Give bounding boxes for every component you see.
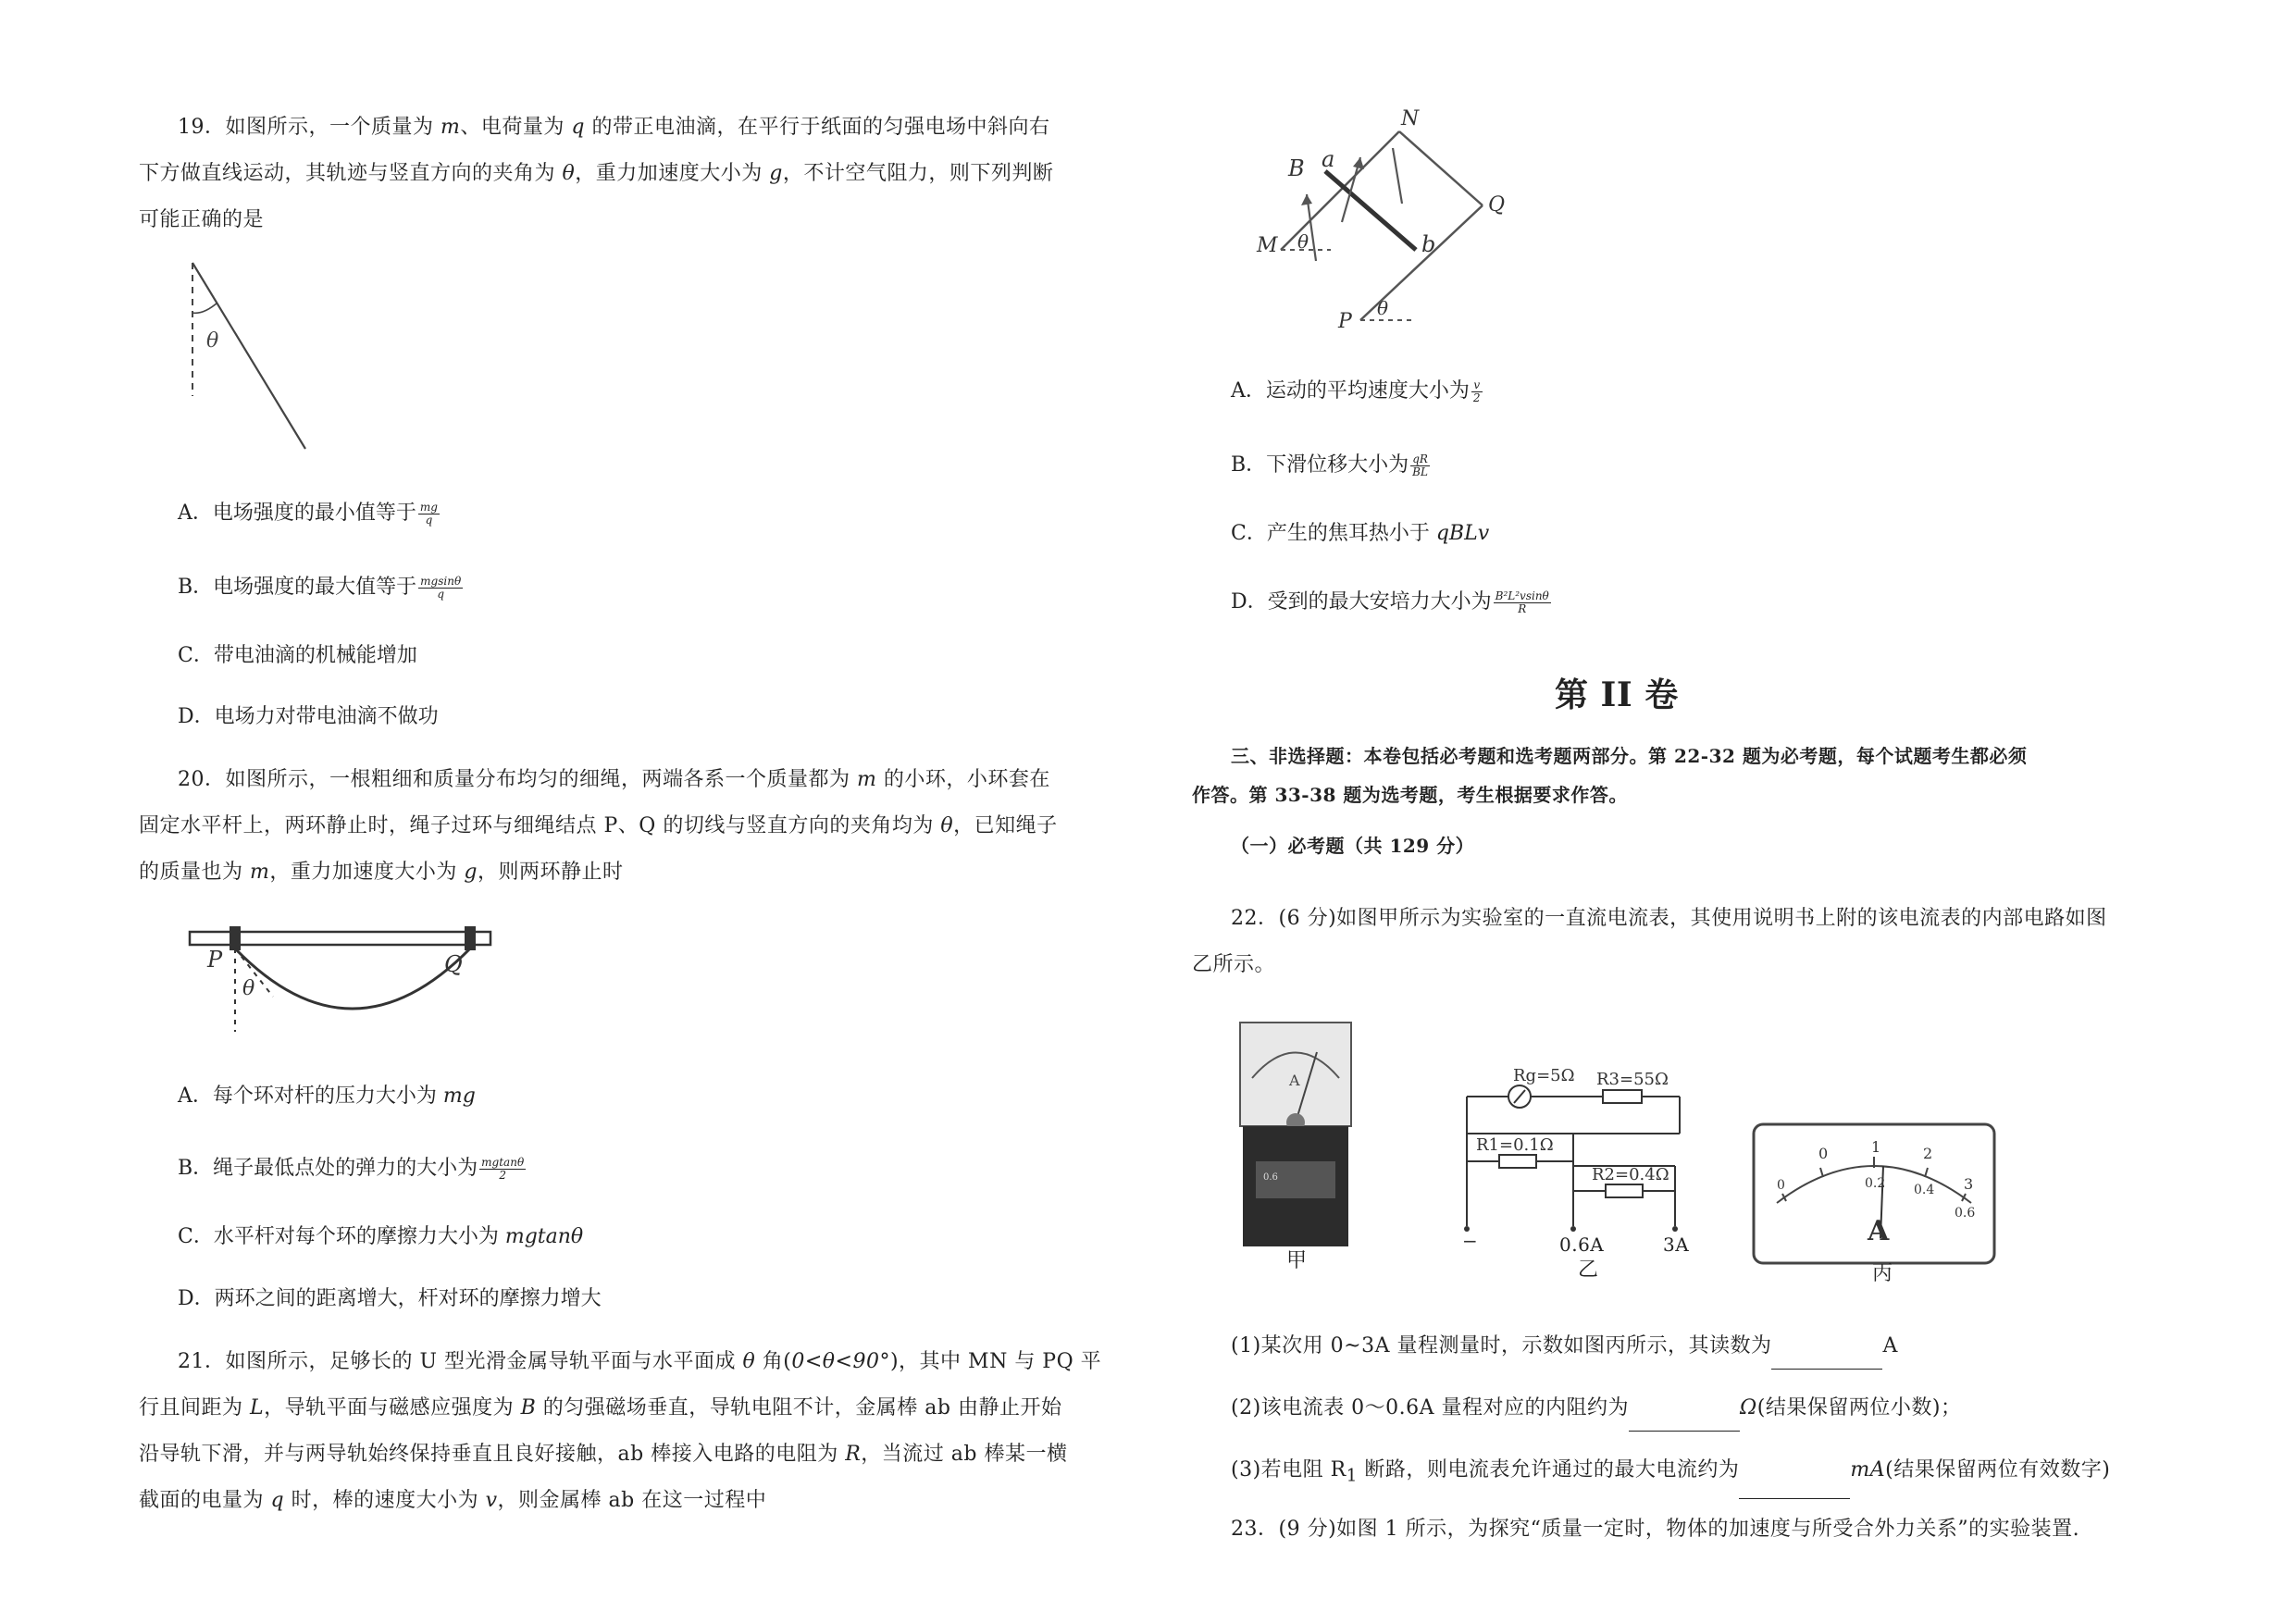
dial-unit: A xyxy=(1289,1072,1300,1089)
dial-unit-label: A xyxy=(1868,1215,1890,1247)
tick-2: 2 xyxy=(1923,1145,1933,1162)
q21-line1: 21．如图所示，足够长的 U 型光滑金属导轨平面与水平面成 θ 角(0<θ<90°)，其中 MN 与 PQ 平 xyxy=(178,1350,1102,1373)
label-n: N xyxy=(1401,107,1420,130)
field-arrow-3 xyxy=(1393,148,1402,204)
q20-option-c: C．水平杆对每个环的摩擦力大小为 mgtanθ xyxy=(178,1225,584,1248)
label-06a: 0.6A xyxy=(1559,1233,1605,1256)
angle-arc xyxy=(192,303,217,313)
section-intro-line2: 作答。第 33-38 题为选考题，考生根据要求作答。 xyxy=(1192,784,1628,806)
tick-3: 3 xyxy=(1964,1175,1974,1193)
answer-blank-3[interactable] xyxy=(1739,1478,1850,1499)
q19-line2: 下方做直线运动，其轨迹与竖直方向的夹角为 θ，重力加速度大小为 g，不计空气阻力，则下列判断 xyxy=(139,162,1054,185)
theta-label: θ xyxy=(206,329,219,353)
tick-u04: 0.4 xyxy=(1914,1183,1935,1197)
label-3a: 3A xyxy=(1663,1233,1690,1256)
ring-p xyxy=(230,926,241,950)
q20-rope-figure xyxy=(185,921,500,1041)
ammeter-dial xyxy=(1749,1120,1999,1268)
q21-option-a: A．运动的平均速度大小为 $\frac{v}{2}$ xyxy=(1231,378,1481,404)
required-heading: （一）必考题（共 129 分） xyxy=(1231,835,1475,857)
q20-option-d: D．两环之间的距离增大，杆对环的摩擦力增大 xyxy=(178,1287,602,1310)
q19-option-b: B．电场强度的最大值等于 $\frac{mgsin\theta}{q}$ xyxy=(178,574,462,601)
answer-blank-2[interactable] xyxy=(1629,1410,1740,1432)
q21-option-d: D．受到的最大安培力大小为 $\frac{\text{B²L²vsinθ}}{R}$ xyxy=(1231,589,1549,615)
tick-u0: 0 xyxy=(1777,1178,1785,1193)
q19-option-a: A．电场强度的最小值等于 $\frac{mg}{q}$ xyxy=(178,500,438,527)
section-intro-line1: 三、非选择题：本卷包括必考题和选考题两部分。第 22-32 题为必考题，每个试题考生都必须 xyxy=(1231,745,2028,767)
label-rg: Rg=5Ω xyxy=(1513,1066,1575,1085)
label-q: Q xyxy=(444,951,463,977)
q19-trajectory-figure xyxy=(180,259,319,458)
q21-line2: 行且间距为 L，导轨平面与磁感应强度为 B 的匀强磁场垂直，导轨电阻不计，金属棒 ab 由静止开始 xyxy=(139,1396,1062,1419)
q20-option-a: A．每个环对杆的压力大小为 mg xyxy=(178,1085,476,1108)
answer-blank-1[interactable] xyxy=(1771,1348,1882,1370)
q19-line1: 19．如图所示，一个质量为 m、电荷量为 q 的带正电油滴，在平行于纸面的匀强电场中斜向右 xyxy=(178,116,1050,139)
q19-option-c: C．带电油滴的机械能增加 xyxy=(178,644,417,667)
tick-u06: 0.6 xyxy=(1955,1206,1976,1221)
resistor-r1 xyxy=(1499,1155,1536,1168)
resistor-r3 xyxy=(1603,1090,1642,1103)
q21-line4: 截面的电量为 q 时，棒的速度大小为 v，则金属棒 ab 在这一过程中 xyxy=(139,1489,767,1512)
label-r3: R3=55Ω xyxy=(1596,1070,1669,1089)
rail-nq xyxy=(1399,131,1483,205)
circuit-diagram xyxy=(1453,1055,1731,1254)
q22-subq1: (1)某次用 0~3A 量程测量时，示数如图丙所示，其读数为 A xyxy=(1231,1323,1898,1370)
label-p: P xyxy=(207,947,223,973)
label-minus: − xyxy=(1462,1230,1478,1252)
label-b-field: B xyxy=(1288,155,1305,181)
q22-line2: 乙所示。 xyxy=(1192,953,1276,976)
label-b: b xyxy=(1421,231,1436,257)
q21-option-b: B．下滑位移大小为 $\frac{qR}{BL}$ xyxy=(1231,452,1428,478)
q22-line1: 22．(6 分)如图甲所示为实验室的一直流电流表，其使用说明书上附的该电流表的内部电路如图 xyxy=(1231,907,2107,930)
label-bing: 丙 xyxy=(1872,1262,1893,1285)
label-r2: R2=0.4Ω xyxy=(1592,1165,1669,1184)
section-title: 第 II 卷 xyxy=(1555,676,1679,714)
tick-0: 0 xyxy=(1818,1145,1829,1162)
resistor-r2 xyxy=(1606,1184,1643,1197)
ring-q xyxy=(465,926,476,950)
theta-label-1: θ xyxy=(1297,230,1309,253)
q22-subq3: (3)若电阻 $R_1$ 断路，则电流表允许通过的最大电流约为 mA(结果保留两位有效数字) xyxy=(1231,1447,2110,1499)
plate-text: 0.6 xyxy=(1263,1172,1278,1183)
q20-line2: 固定水平杆上，两环静止时，绳子过环与细绳结点 P、Q 的切线与竖直方向的夹角均为 θ，已知绳子 xyxy=(139,814,1058,837)
label-a: a xyxy=(1322,146,1335,172)
label-q: Q xyxy=(1488,193,1506,217)
q19-option-d: D．电场力对带电油滴不做功 xyxy=(178,705,439,728)
q21-line3: 沿导轨下滑，并与两导轨始终保持垂直且良好接触，ab 棒接入电路的电阻为 R，当流过 ab 棒某一横 xyxy=(139,1443,1068,1466)
q20-line1: 20．如图所示，一根粗细和质量分布均匀的细绳，两端各系一个质量都为 m 的小环，小环套在 xyxy=(178,768,1050,791)
q23-line1: 23．(9 分)如图 1 所示，为探究“质量一定时，物体的加速度与所受合外力关系”的实验装置. xyxy=(1231,1518,2080,1541)
tick-u02: 0.2 xyxy=(1865,1176,1886,1191)
label-m: M xyxy=(1257,234,1278,257)
q22-subq2: (2)该电流表 0～0.6A 量程对应的内阻约为 Ω(结果保留两位小数)； xyxy=(1231,1385,1961,1432)
label-jia: 甲 xyxy=(1286,1249,1308,1272)
tick-1: 1 xyxy=(1871,1138,1881,1156)
q21-option-c: C．产生的焦耳热小于 qBLv xyxy=(1231,522,1490,545)
ammeter-photo xyxy=(1235,1013,1356,1254)
q21-rail-figure xyxy=(1240,102,1506,338)
q20-line3: 的质量也为 m，重力加速度大小为 g，则两环静止时 xyxy=(139,861,624,884)
metal-rod-ab xyxy=(1325,171,1416,250)
rope-curve xyxy=(235,948,470,1009)
theta-label: θ xyxy=(242,977,255,1000)
label-r1: R1=0.1Ω xyxy=(1476,1135,1554,1155)
label-yi: 乙 xyxy=(1578,1258,1599,1282)
q19-line3: 可能正确的是 xyxy=(139,208,265,231)
label-p: P xyxy=(1338,310,1352,333)
q20-option-b: B．绳子最低点处的弹力的大小为 $\frac{mgtan\theta}{2}$ xyxy=(178,1155,525,1182)
trajectory-line xyxy=(192,263,305,449)
theta-label-2: θ xyxy=(1377,297,1389,319)
